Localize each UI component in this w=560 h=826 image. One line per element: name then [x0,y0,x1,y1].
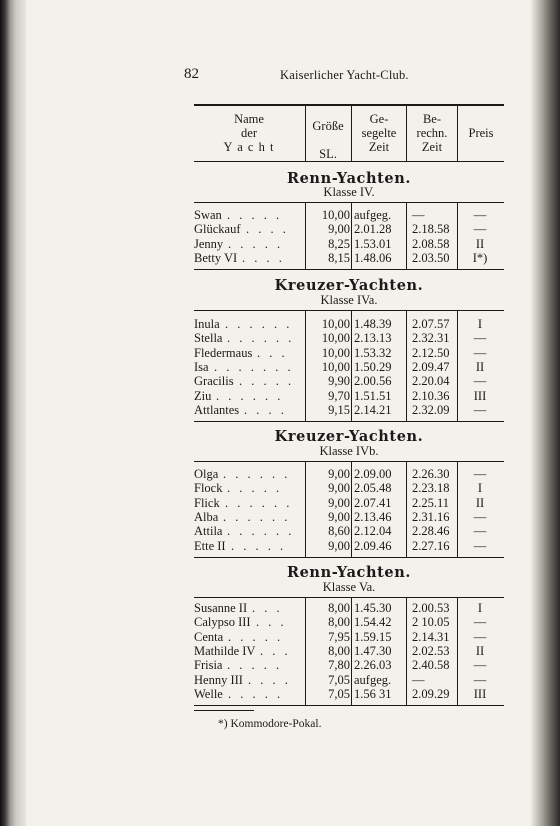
prize: II [475,495,485,510]
leader-dots: . . . . . [227,658,283,673]
table-row [194,481,504,495]
prize: II [475,643,485,658]
table-row [194,208,504,222]
table-row [194,467,504,481]
prize: — [473,222,487,237]
table-row [194,251,504,265]
yacht-name: Isa [194,359,209,374]
yacht-size: 9,00 [328,538,350,553]
section-class: Klasse IV. [323,185,375,199]
corrected-time: 2.14.31 [412,629,450,644]
table-row [194,331,504,345]
corrected-time: 2.40.58 [412,658,450,673]
table-row [194,389,504,403]
section-title: Kreuzer-Yachten. [274,277,424,294]
section-bottom-rule [194,705,504,706]
header-sailed-time: Ge- segelte Zeit [361,112,397,154]
leader-dots: . . . [257,345,288,360]
section-title: Renn-Yachten. [286,564,412,581]
yacht-name: Stella [194,331,223,346]
yacht-size: 9,00 [328,509,350,524]
sailed-time: 2.13.46 [354,509,392,524]
yacht-size: 10,00 [321,317,350,331]
section-bottom-rule [194,421,504,422]
yacht-name: Mathilde IV [194,643,256,658]
prize: III [473,686,487,701]
table-row [194,403,504,417]
prize: — [473,402,487,417]
yacht-size: 8,60 [328,524,350,539]
leader-dots: . . . . . . [227,331,295,346]
book-binding-shadow [0,0,26,826]
leader-dots: . . . . [244,402,287,417]
prize: II [475,359,485,374]
header-vline [406,106,407,162]
section-bottom-rule [194,557,504,558]
corrected-time: — [412,672,425,687]
table-row [194,496,504,510]
yacht-size: 9,00 [328,222,350,237]
leader-dots: . . . [260,643,291,658]
table-row [194,615,504,629]
leader-dots: . . . . . . [223,509,291,524]
corrected-time: 2.23.18 [412,481,450,496]
prize: — [473,467,487,481]
leader-dots: . . . [252,601,283,615]
corrected-time: 2.27.16 [412,538,450,553]
table-row [194,687,504,701]
corrected-time: 2.03.50 [412,250,450,265]
leader-dots: . . . . . [228,629,284,644]
sailed-time: 2.26.03 [354,658,392,673]
corrected-time: 2.07.57 [412,317,450,331]
section-class: Klasse Va. [322,580,376,594]
prize: — [473,524,487,539]
corrected-time: 2.02.53 [412,643,450,658]
running-head: Kaiserlicher Yacht-Club. [280,68,409,82]
prize: — [473,629,487,644]
corrected-time: 2.32.31 [412,331,450,346]
yacht-size: 7,05 [328,672,350,687]
leader-dots: . . . . [246,222,289,237]
leader-dots: . . . . . [227,481,283,496]
yacht-size: 8,00 [328,643,350,658]
table-row [194,658,504,672]
corrected-time: 2.25.11 [412,495,450,510]
sailed-time: 1.51.51 [354,388,392,403]
sailed-time: 2.01.28 [354,222,392,237]
header-name: Name der Y a c h t [223,112,275,154]
prize: — [473,672,487,687]
yacht-size: 9,90 [328,374,350,389]
prize: — [473,658,487,673]
yacht-size: 7,95 [328,629,350,644]
sailed-time: 2.13.13 [354,331,392,346]
yacht-size: 8,00 [328,615,350,630]
sailed-time: aufgeg. [354,208,392,222]
yacht-name: Calypso III [194,615,251,630]
leader-dots: . . . . . . [227,524,295,539]
sailed-time: 2.14.21 [354,402,392,417]
prize: — [473,538,487,553]
prize: — [473,208,487,222]
yacht-size: 10,00 [321,208,350,222]
leader-dots: . . . . . . . [214,359,294,374]
leader-dots: . . . . [248,672,291,687]
yacht-name: Henny III [194,672,243,687]
yacht-name: Ziu [194,388,212,403]
table-row [194,539,504,553]
yacht-name: Centa [194,629,224,644]
yacht-name: Inula [194,317,220,331]
corrected-time: 2.00.53 [412,601,450,615]
yacht-size: 10,00 [321,359,350,374]
section-title: Renn-Yachten. [286,170,412,187]
yacht-name: Jenny [194,236,224,251]
yacht-name: Frisia [194,658,223,673]
header-vline [351,106,352,162]
prize: I [477,481,483,496]
sailed-time: 2.09.46 [354,538,392,553]
prize: — [473,509,487,524]
leader-dots: . . . . . . [225,495,293,510]
corrected-time: 2.32.09 [412,402,450,417]
yacht-name: Betty VI [194,250,238,265]
yacht-name: Flick [194,495,220,510]
sailed-time: 1.54.42 [354,615,392,630]
table-row [194,317,504,331]
section-class: Klasse IVa. [320,293,378,307]
yacht-name: Susanne II [194,601,248,615]
prize: III [473,388,487,403]
page-number: 82 [184,66,199,82]
prize: — [473,345,487,360]
sailed-time: 1.53.32 [354,345,392,360]
yacht-size: 7,05 [328,686,350,701]
sailed-time: 1.59.15 [354,629,392,644]
table-row [194,346,504,360]
table-row [194,524,504,538]
header-size: Größe SL. [312,119,344,161]
sailed-time: 1.48.39 [354,317,392,331]
prize: I [477,601,483,615]
sailed-time: 1.53.01 [354,236,392,251]
table-row [194,644,504,658]
yacht-size: 7,80 [328,658,350,673]
yacht-name: Swan [194,208,222,222]
yacht-size: 8,15 [328,250,350,265]
section-class: Klasse IVb. [319,444,379,458]
table-row [194,510,504,524]
yacht-name: Flock [194,481,223,496]
yacht-size: 9,00 [328,481,350,496]
sailed-time: 2.00.56 [354,374,392,389]
footnote-rule [194,710,254,711]
corrected-time: 2.08.58 [412,236,450,251]
yacht-size: 9,70 [328,388,350,403]
corrected-time: 2.26.30 [412,467,450,481]
leader-dots: . . . . [242,250,285,265]
table-row [194,673,504,687]
corrected-time: 2 10.05 [412,615,450,630]
table-row [194,360,504,374]
header-vline [457,106,458,162]
sailed-time: 2.07.41 [354,495,392,510]
yacht-size: 9,15 [328,402,350,417]
sailed-time: 1.56 31 [354,686,392,701]
leader-dots: . . . . . [228,236,284,251]
leader-dots: . . . . . . [225,317,293,331]
yacht-name: Fledermaus [194,345,253,360]
prize: I*) [472,250,488,265]
corrected-time: 2.09.29 [412,686,450,701]
leader-dots: . . . . . [231,538,287,553]
section-title: Kreuzer-Yachten. [274,428,424,445]
table-row [194,237,504,251]
yacht-name: Olga [194,467,219,481]
leader-dots: . . . . . [239,374,295,389]
yacht-name: Ette II [194,538,226,553]
yacht-name: Welle [194,686,223,701]
leader-dots: . . . . . . [216,388,284,403]
leader-dots: . . . . . [227,208,283,222]
yacht-size: 8,00 [328,601,350,615]
yacht-name: Attlantes [194,402,240,417]
sailed-time: aufgeg. [354,672,392,687]
prize: — [473,331,487,346]
table-row [194,630,504,644]
prize: I [477,317,483,331]
yacht-size: 10,00 [321,345,350,360]
header-prize: Preis [468,126,494,140]
table-row [194,222,504,236]
sailed-time: 1.45.30 [354,601,392,615]
prize: II [475,236,485,251]
yacht-size: 10,00 [321,331,350,346]
leader-dots: . . . . . [228,686,284,701]
corrected-time: 2.28.46 [412,524,450,539]
corrected-time: 2.12.50 [412,345,450,360]
yacht-name: Gracilis [194,374,234,389]
table-row [194,374,504,388]
corrected-time: 2.10.36 [412,388,450,403]
yacht-size: 9,00 [328,467,350,481]
sailed-time: 2.05.48 [354,481,392,496]
leader-dots: . . . . . . [223,467,291,481]
page-edge-shadow [530,0,560,826]
sailed-time: 1.48.06 [354,250,392,265]
sailed-time: 1.50.29 [354,359,392,374]
header-corrected-time: Be- rechn. Zeit [416,112,448,154]
corrected-time: — [412,208,425,222]
leader-dots: . . . [256,615,287,630]
sailed-time: 2.09.00 [354,467,392,481]
yacht-name: Attila [194,524,223,539]
sailed-time: 1.47.30 [354,643,392,658]
yacht-name: Glückauf [194,222,241,237]
corrected-time: 2.31.16 [412,509,450,524]
prize: — [473,374,487,389]
prize: — [473,615,487,630]
yacht-name: Alba [194,509,219,524]
yacht-size: 9,00 [328,495,350,510]
table-row [194,601,504,615]
sailed-time: 2.12.04 [354,524,392,539]
yacht-size: 8,25 [328,236,350,251]
header-vline [305,106,306,162]
corrected-time: 2.09.47 [412,359,450,374]
corrected-time: 2.18.58 [412,222,450,237]
footnote: *) Kommodore-Pokal. [218,718,322,730]
section-bottom-rule [194,269,504,270]
corrected-time: 2.20.04 [412,374,450,389]
